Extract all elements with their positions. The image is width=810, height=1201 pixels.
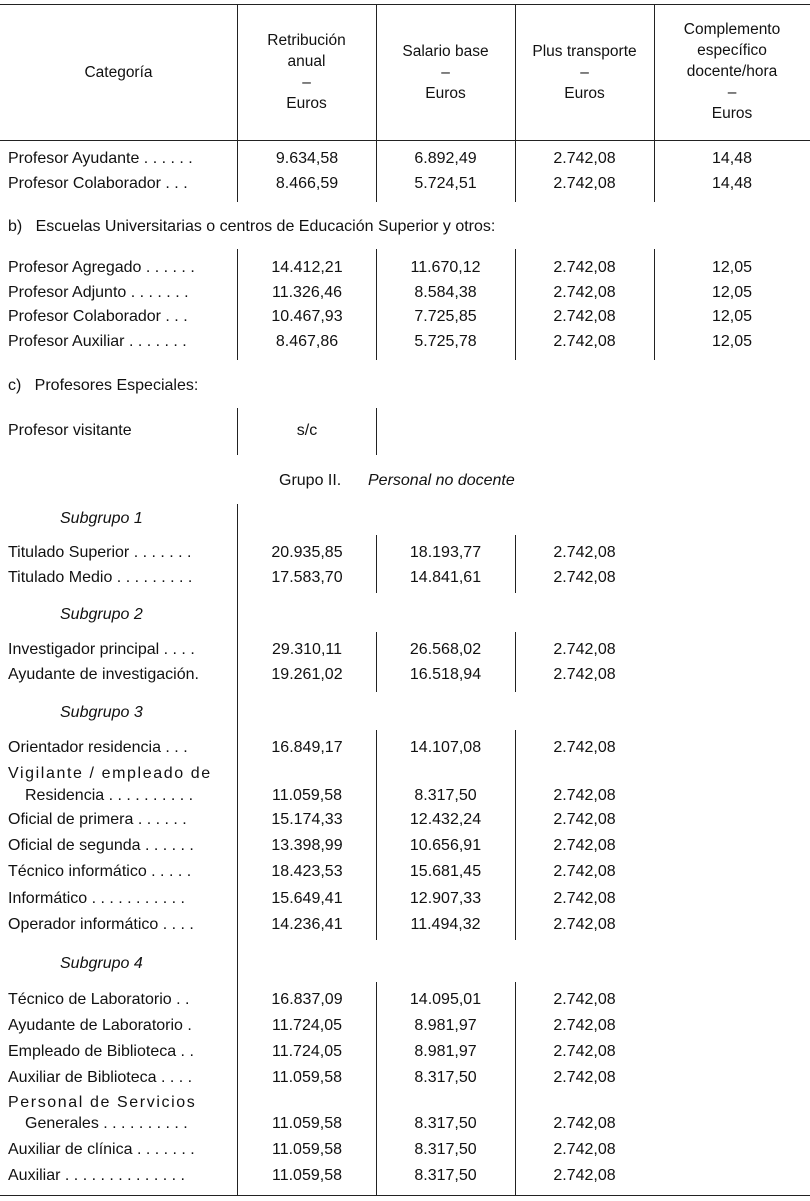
row-category: Oficial de segunda . . . . . .: [8, 837, 194, 854]
row-plus: 2.742,08: [553, 544, 616, 561]
row-category: Profesor Adjunto . . . . . . .: [8, 284, 189, 301]
row-category-line1: Vigilante / empleado de: [8, 765, 212, 782]
row-salario: 8.317,50: [414, 1115, 477, 1132]
table-row: [0, 1164, 810, 1188]
row-category-line2: Residencia . . . . . . . . . .: [25, 787, 194, 804]
row-plus: 2.742,08: [553, 259, 616, 276]
row-plus: 2.742,08: [553, 1069, 616, 1086]
table-row: [0, 887, 810, 911]
row-salario: 8.981,97: [414, 1043, 477, 1060]
section-b-title: b) Escuelas Universitarias o centros de Educación Superior y otros:: [8, 218, 496, 235]
row-category: Titulado Medio . . . . . . . . .: [8, 569, 193, 586]
table-row: [0, 1112, 810, 1136]
row-retribucion: 14.236,41: [271, 916, 343, 933]
row-retribucion: 17.583,70: [271, 569, 343, 586]
row-salario: 5.724,51: [414, 175, 477, 192]
row-plus: 2.742,08: [553, 1115, 616, 1132]
row-category: Informático . . . . . . . . . . .: [8, 890, 185, 907]
header-plus: Plus transporte – Euros: [532, 43, 637, 102]
row-category: Profesor Colaborador . . .: [8, 175, 188, 192]
row-category: Empleado de Biblioteca . .: [8, 1043, 194, 1060]
row-retribucion: 15.174,33: [271, 811, 343, 828]
row-retribucion: 11.059,58: [272, 1115, 342, 1132]
header-retribucion: Retribución anual – Euros: [267, 32, 346, 112]
table-row: [0, 860, 810, 884]
row-retribucion: 11.724,05: [272, 1017, 342, 1034]
table-row: [0, 281, 810, 305]
row-retribucion: 16.837,09: [271, 991, 343, 1008]
row-salario: 8.317,50: [414, 1141, 477, 1158]
table-row: [0, 808, 810, 832]
row-category: Profesor Agregado . . . . . .: [8, 259, 195, 276]
row-salario: 11.494,32: [410, 916, 481, 933]
row-category: Auxiliar de clínica . . . . . . .: [8, 1141, 195, 1158]
row-plus: 2.742,08: [553, 1167, 616, 1184]
row-salario: 14.095,01: [409, 991, 482, 1008]
table-row: [0, 172, 810, 196]
row-category-line2: Generales . . . . . . . . . .: [25, 1115, 188, 1132]
table-top-rule: [0, 4, 810, 5]
table-row: [0, 663, 810, 687]
row-plus: 2.742,08: [553, 787, 616, 804]
row-retribucion: 10.467,93: [271, 308, 343, 325]
row-plus: 2.742,08: [553, 333, 616, 350]
table-row: [0, 1040, 810, 1064]
row-category: Profesor Colaborador . . .: [8, 308, 188, 325]
row-retribucion: 11.059,58: [272, 1167, 342, 1184]
table-bottom-rule: [0, 1195, 810, 1196]
subgroup-title: Subgrupo 3: [60, 704, 143, 721]
row-plus: 2.742,08: [553, 569, 616, 586]
row-complemento: 12,05: [711, 333, 753, 350]
row-plus: 2.742,08: [553, 991, 616, 1008]
row-category: Profesor Auxiliar . . . . . . .: [8, 333, 187, 350]
table-row: [0, 256, 810, 280]
row-salario: 14.841,61: [409, 569, 482, 586]
row-category: Técnico informático . . . . .: [8, 863, 192, 880]
table-row: [0, 736, 810, 760]
row-plus: 2.742,08: [553, 641, 616, 658]
group-label: Grupo II.: [279, 472, 342, 489]
row-retribucion: 9.634,58: [275, 150, 339, 167]
row-category: Profesor visitante: [8, 422, 132, 439]
row-salario: 11.670,12: [410, 259, 481, 276]
row-category: Auxiliar . . . . . . . . . . . . . .: [8, 1167, 185, 1184]
row-salario: 8.317,50: [414, 1069, 477, 1086]
row-retribucion: 11.059,58: [272, 1141, 342, 1158]
row-retribucion: 11.059,58: [272, 1069, 342, 1086]
row-salario: 8.317,50: [414, 787, 477, 804]
row-salario: 15.681,45: [409, 863, 482, 880]
row-retribucion: 8.466,59: [275, 175, 339, 192]
row-retribucion: 13.398,99: [271, 837, 343, 854]
row-plus: 2.742,08: [553, 863, 616, 880]
row-category: Titulado Superior . . . . . . .: [8, 544, 192, 561]
row-complemento: 14,48: [711, 175, 753, 192]
row-salario: 18.193,77: [409, 544, 482, 561]
table-row: [0, 566, 810, 590]
table-row: [0, 638, 810, 662]
row-plus: 2.742,08: [553, 284, 616, 301]
header-categoria: Categoría: [84, 64, 153, 81]
subgroup-title: Subgrupo 2: [60, 606, 143, 623]
table-row: [0, 305, 810, 329]
row-category: Ayudante de Laboratorio .: [8, 1017, 192, 1034]
row-retribucion: 20.935,85: [271, 544, 343, 561]
row-retribucion: 16.849,17: [271, 739, 343, 756]
table-row: [0, 147, 810, 171]
row-plus: 2.742,08: [553, 916, 616, 933]
row-retribucion: s/c: [296, 422, 318, 439]
row-category: Oficial de primera . . . . . .: [8, 811, 187, 828]
group-subtitle: Personal no docente: [368, 472, 515, 489]
row-salario: 26.568,02: [409, 641, 482, 658]
section-c-title: c) Profesores Especiales:: [8, 377, 199, 394]
row-salario: 8.317,50: [414, 1167, 477, 1184]
table-row: [0, 834, 810, 858]
row-plus: 2.742,08: [553, 308, 616, 325]
row-plus: 2.742,08: [553, 739, 616, 756]
row-retribucion: 11.059,58: [272, 787, 342, 804]
table-row: [0, 913, 810, 937]
table-row: [0, 988, 810, 1012]
row-plus: 2.742,08: [553, 890, 616, 907]
table-row: [0, 784, 810, 808]
row-salario: 5.725,78: [414, 333, 477, 350]
subgroup-title: Subgrupo 4: [60, 955, 143, 972]
table-row: [0, 1138, 810, 1162]
row-retribucion: 15.649,41: [271, 890, 343, 907]
row-category-line1: Personal de Servicios: [8, 1094, 197, 1111]
row-category: Técnico de Laboratorio . .: [8, 991, 190, 1008]
row-retribucion: 29.310,11: [272, 641, 342, 658]
row-plus: 2.742,08: [553, 1141, 616, 1158]
row-category: Profesor Ayudante . . . . . .: [8, 150, 193, 167]
row-plus: 2.742,08: [553, 1017, 616, 1034]
row-category: Auxiliar de Biblioteca . . . .: [8, 1069, 193, 1086]
row-plus: 2.742,08: [553, 175, 616, 192]
row-complemento: 12,05: [711, 284, 753, 301]
table-row: [0, 541, 810, 565]
row-plus: 2.742,08: [553, 666, 616, 683]
row-category: Operador informático . . . .: [8, 916, 194, 933]
table-row: [0, 330, 810, 354]
row-plus: 2.742,08: [553, 150, 616, 167]
header-complemento: Complemento específico docente/hora – Euros: [683, 21, 781, 122]
row-retribucion: 11.326,46: [272, 284, 342, 301]
row-salario: 7.725,85: [414, 308, 477, 325]
row-salario: 12.907,33: [409, 890, 482, 907]
row-salario: 6.892,49: [414, 150, 477, 167]
row-category: Ayudante de investigación.: [8, 666, 199, 683]
row-salario: 8.981,97: [414, 1017, 477, 1034]
row-complemento: 14,48: [711, 150, 753, 167]
row-salario: 16.518,94: [409, 666, 482, 683]
row-retribucion: 11.724,05: [272, 1043, 342, 1060]
row-salario: 12.432,24: [409, 811, 482, 828]
row-plus: 2.742,08: [553, 1043, 616, 1060]
row-retribucion: 18.423,53: [271, 863, 343, 880]
table-row: [0, 419, 810, 443]
row-retribucion: 19.261,02: [271, 666, 343, 683]
table-row: [0, 1066, 810, 1090]
table-row: [0, 1014, 810, 1038]
row-salario: 10.656,91: [409, 837, 482, 854]
row-plus: 2.742,08: [553, 811, 616, 828]
subgroup-title: Subgrupo 1: [60, 510, 143, 527]
row-category: Orientador residencia . . .: [8, 739, 188, 756]
row-complemento: 12,05: [711, 308, 753, 325]
row-retribucion: 8.467,86: [275, 333, 339, 350]
row-plus: 2.742,08: [553, 837, 616, 854]
row-salario: 8.584,38: [414, 284, 477, 301]
header-bottom-rule: [0, 140, 810, 141]
row-retribucion: 14.412,21: [271, 259, 343, 276]
header-salario: Salario base – Euros: [402, 43, 489, 102]
row-category: Investigador principal . . . .: [8, 641, 195, 658]
row-salario: 14.107,08: [409, 739, 482, 756]
row-complemento: 12,05: [711, 259, 753, 276]
